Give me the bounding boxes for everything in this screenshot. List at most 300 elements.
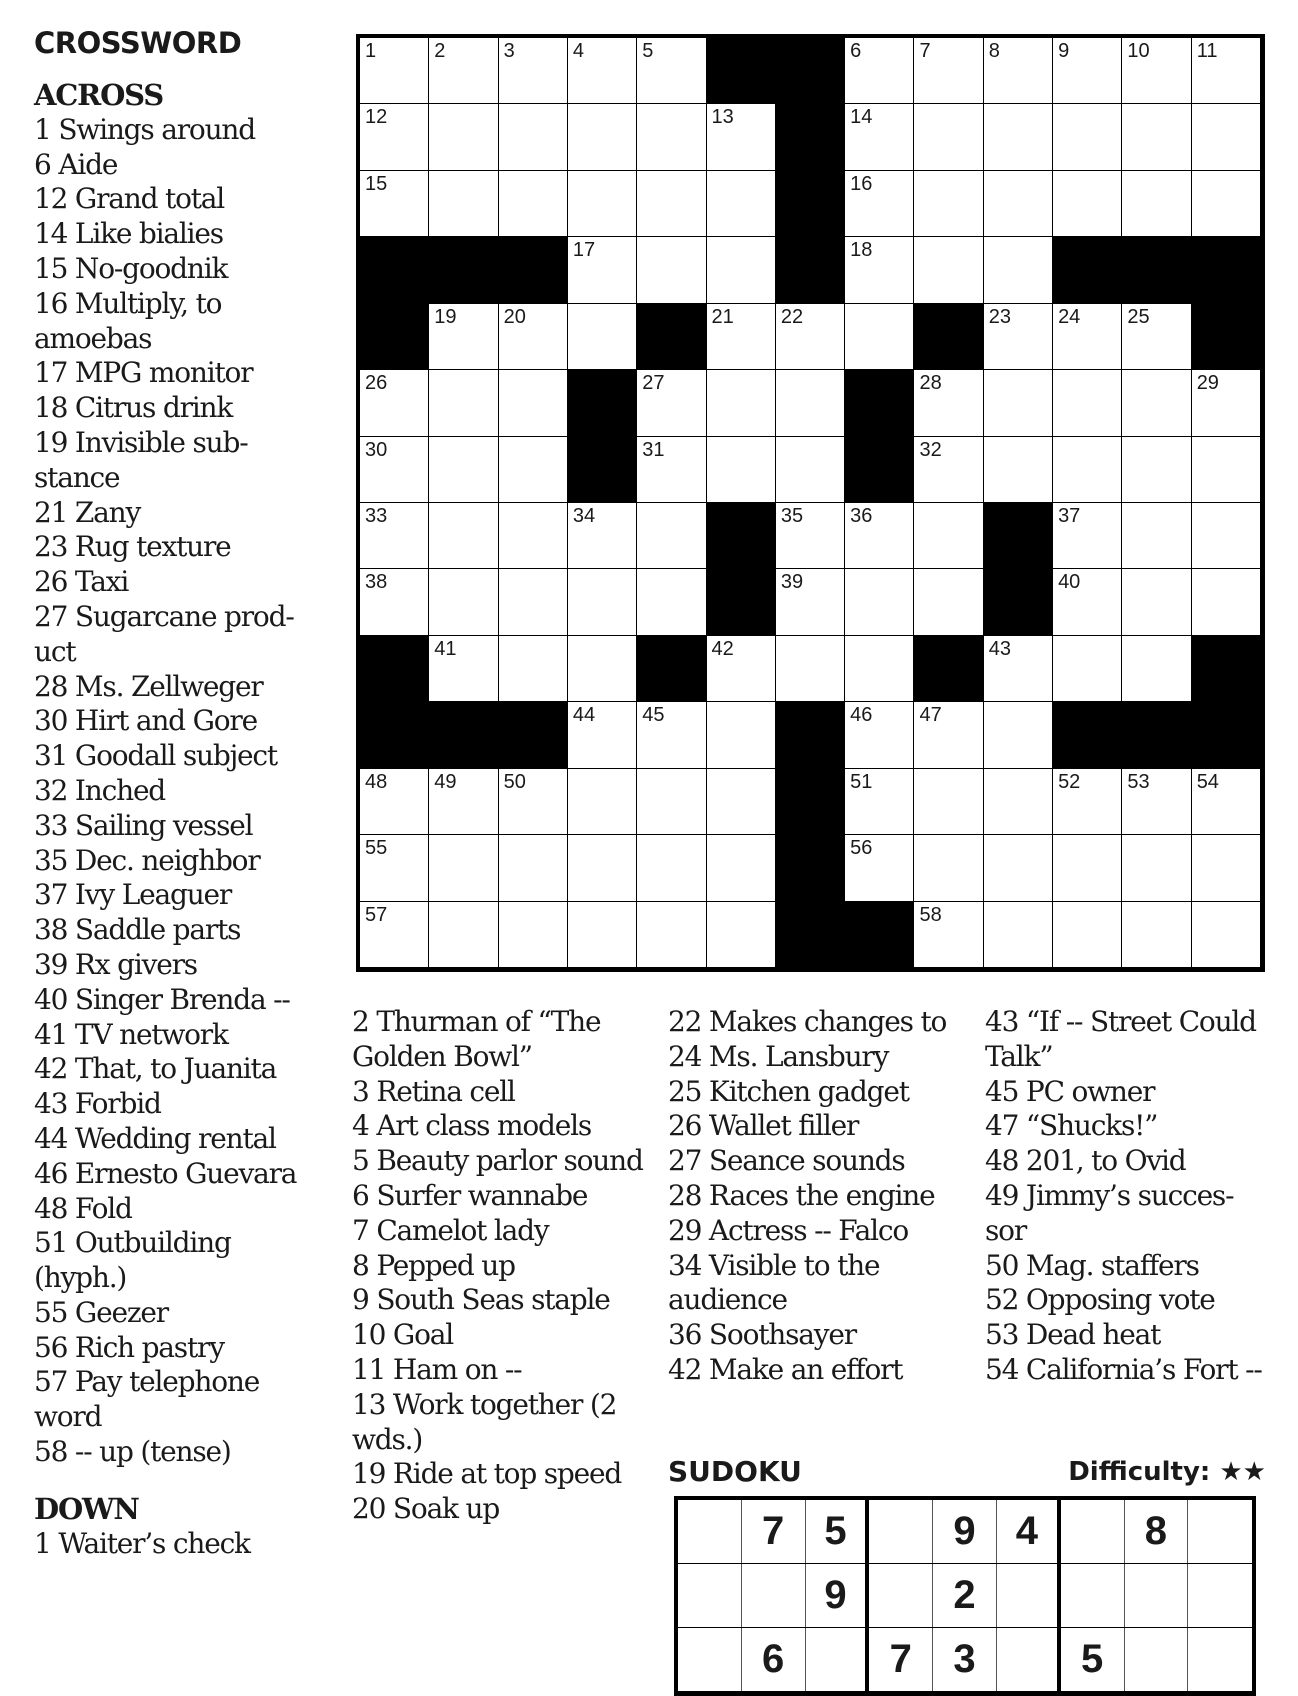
clue: 29 Actress -- Falco — [668, 1213, 909, 1247]
black-square — [360, 636, 429, 702]
clue-number: 38 — [365, 571, 388, 594]
grid-cell[interactable] — [360, 437, 429, 503]
grid-cell[interactable] — [568, 237, 637, 303]
grid-cell[interactable] — [707, 171, 776, 237]
sudoku-cell[interactable] — [869, 1564, 933, 1627]
grid-cell[interactable] — [568, 902, 637, 968]
clue-number: 39 — [780, 571, 804, 594]
grid-cell[interactable] — [1192, 902, 1261, 968]
clue-number: 35 — [780, 505, 804, 527]
grid-cell[interactable] — [499, 503, 568, 569]
grid-cell[interactable] — [707, 370, 776, 436]
grid-cell[interactable] — [360, 769, 429, 835]
clue: 39 Rx givers — [34, 947, 197, 981]
black-square — [429, 702, 498, 768]
grid-cell[interactable] — [1053, 437, 1122, 503]
clue: 16 Multiply, to amoebas — [34, 286, 222, 355]
clue: 37 Ivy Leaguer — [34, 878, 232, 912]
grid-cell[interactable] — [360, 503, 429, 569]
sudoku-row — [678, 1500, 1252, 1564]
clue-number: 20 — [503, 305, 526, 328]
grid-cell[interactable] — [1122, 503, 1191, 569]
grid-cell[interactable] — [914, 503, 983, 569]
grid-cell[interactable] — [360, 104, 429, 170]
clue-number: 50 — [503, 770, 526, 793]
clue-number: 55 — [365, 837, 388, 860]
black-square — [845, 437, 914, 503]
down-clue-list-4 — [985, 1005, 1265, 1388]
grid-cell[interactable] — [776, 304, 845, 370]
grid-cell[interactable] — [707, 104, 776, 170]
grid-cell[interactable] — [1053, 902, 1122, 968]
black-square — [984, 503, 1053, 569]
black-square — [914, 636, 983, 702]
sudoku-cell[interactable]: 6 — [742, 1628, 806, 1691]
sudoku-cell[interactable] — [678, 1564, 742, 1627]
grid-cell[interactable] — [499, 636, 568, 702]
grid-cell[interactable] — [499, 104, 568, 170]
clue: 19 Ride at top speed — [352, 1457, 622, 1491]
black-square — [984, 569, 1053, 635]
grid-cell[interactable] — [845, 104, 914, 170]
clue: 43 Forbid — [34, 1087, 161, 1121]
grid-cell[interactable] — [776, 437, 845, 503]
grid-cell[interactable] — [499, 902, 568, 968]
grid-cell[interactable] — [984, 437, 1053, 503]
clue: 57 Pay telephone word — [34, 1365, 260, 1434]
grid-cell[interactable] — [1192, 769, 1261, 835]
grid-cell[interactable] — [845, 835, 914, 901]
grid-cell[interactable] — [1192, 835, 1261, 901]
grid-cell[interactable] — [984, 636, 1053, 702]
clue: 27 Sugarcane prod-uct — [34, 599, 294, 668]
grid-cell[interactable] — [1122, 171, 1191, 237]
sudoku-cell[interactable]: 9 — [806, 1564, 870, 1627]
clue: 40 Singer Brenda -- — [34, 982, 290, 1016]
clue: 18 Citrus drink — [34, 391, 233, 425]
clue-number: 58 — [919, 903, 942, 926]
clue-number: 10 — [1127, 40, 1150, 62]
sudoku-cell[interactable]: 7 — [869, 1628, 933, 1691]
clue-number: 7 — [919, 40, 931, 62]
clue: 5 Beauty parlor sound — [352, 1144, 643, 1178]
clue-number: 45 — [642, 704, 665, 727]
grid-cell[interactable] — [914, 171, 983, 237]
clue: 30 Hirt and Gore — [34, 704, 257, 738]
clue: 15 No-goodnik — [34, 251, 228, 285]
clue-number: 30 — [365, 438, 388, 461]
black-square — [568, 437, 637, 503]
sudoku-cell[interactable]: 9 — [933, 1500, 997, 1563]
grid-cell[interactable] — [984, 237, 1053, 303]
sudoku-cell[interactable]: 5 — [806, 1500, 870, 1563]
grid-cell[interactable] — [499, 304, 568, 370]
clue: 55 Geezer — [34, 1295, 168, 1329]
grid-cell[interactable] — [707, 835, 776, 901]
black-square — [776, 104, 845, 170]
black-square — [707, 503, 776, 569]
clue-number: 15 — [365, 172, 388, 195]
black-square — [1122, 702, 1191, 768]
grid-cell[interactable] — [984, 38, 1053, 104]
black-square — [776, 902, 845, 968]
clue-number: 12 — [365, 106, 388, 129]
clue-number: 28 — [919, 372, 942, 395]
clue-number: 17 — [572, 239, 596, 262]
grid-cell[interactable] — [568, 702, 637, 768]
black-square — [637, 304, 706, 370]
grid-cell[interactable] — [776, 636, 845, 702]
clue-number: 49 — [434, 770, 457, 793]
grid-cell[interactable] — [637, 702, 706, 768]
grid-cell[interactable] — [429, 38, 498, 104]
sudoku-cell[interactable] — [1188, 1500, 1252, 1563]
sudoku-cell[interactable]: 3 — [933, 1628, 997, 1691]
grid-cell[interactable] — [1122, 769, 1191, 835]
clue-number: 23 — [988, 305, 1012, 328]
clue: 22 Makes changes to — [668, 1005, 947, 1038]
black-square — [429, 237, 498, 303]
clue-number: 41 — [434, 637, 457, 660]
grid-cell[interactable] — [568, 636, 637, 702]
grid-cell[interactable] — [429, 569, 498, 635]
sudoku-cell[interactable] — [742, 1564, 806, 1627]
grid-cell[interactable] — [984, 702, 1053, 768]
grid-cell[interactable] — [914, 769, 983, 835]
grid-cell[interactable] — [707, 237, 776, 303]
grid-cell[interactable] — [637, 437, 706, 503]
grid-cell[interactable] — [568, 769, 637, 835]
grid-cell[interactable] — [707, 769, 776, 835]
grid-cell[interactable] — [360, 171, 429, 237]
grid-cell[interactable] — [707, 304, 776, 370]
black-square — [499, 702, 568, 768]
grid-cell[interactable] — [914, 569, 983, 635]
clue-number: 36 — [850, 505, 873, 527]
grid-cell[interactable] — [1192, 437, 1261, 503]
grid-cell[interactable] — [637, 902, 706, 968]
grid-cell[interactable] — [429, 171, 498, 237]
grid-cell[interactable] — [845, 38, 914, 104]
grid-cell[interactable] — [776, 569, 845, 635]
grid-cell[interactable] — [845, 636, 914, 702]
clue: 44 Wedding rental — [34, 1121, 276, 1155]
sudoku-cell[interactable] — [997, 1564, 1061, 1627]
grid-cell[interactable] — [499, 569, 568, 635]
sudoku-cell[interactable] — [1188, 1564, 1252, 1627]
grid-cell[interactable] — [984, 104, 1053, 170]
grid-cell[interactable] — [1192, 171, 1261, 237]
black-square — [707, 38, 776, 104]
grid-cell[interactable] — [637, 769, 706, 835]
clue-number: 40 — [1058, 571, 1081, 594]
grid-cell[interactable] — [637, 835, 706, 901]
black-square — [360, 304, 429, 370]
clue-number: 44 — [572, 704, 596, 727]
clue-number: 18 — [850, 239, 873, 262]
clue: 19 Invisible sub-stance — [34, 425, 248, 494]
clue-number: 57 — [365, 903, 388, 926]
grid-cell[interactable] — [1192, 104, 1261, 170]
grid-cell[interactable] — [984, 370, 1053, 436]
grid-cell[interactable] — [1122, 104, 1191, 170]
clue: 47 “Shucks!” — [985, 1109, 1158, 1143]
clue: 54 California’s Fort -- — [985, 1352, 1262, 1386]
grid-cell[interactable] — [429, 835, 498, 901]
black-square — [1053, 237, 1122, 303]
sudoku-difficulty: Difficulty: ★★ — [1068, 1457, 1266, 1487]
grid-cell[interactable] — [984, 902, 1053, 968]
grid-cell[interactable] — [1053, 370, 1122, 436]
black-square — [776, 38, 845, 104]
grid-cell[interactable] — [1122, 569, 1191, 635]
clue: 27 Seance sounds — [668, 1144, 905, 1178]
black-square — [1122, 237, 1191, 303]
grid-cell[interactable] — [845, 569, 914, 635]
black-square — [1192, 304, 1261, 370]
clue: 32 Inched — [34, 773, 166, 807]
clue-number: 22 — [780, 305, 804, 328]
sudoku-cell[interactable] — [1061, 1500, 1125, 1563]
grid-cell[interactable] — [707, 702, 776, 768]
grid-cell[interactable] — [845, 171, 914, 237]
grid-cell[interactable] — [429, 304, 498, 370]
across-clue-list — [34, 113, 324, 1470]
grid-cell[interactable] — [1122, 370, 1191, 436]
grid-cell[interactable] — [707, 636, 776, 702]
grid-cell[interactable] — [914, 38, 983, 104]
sudoku-cell[interactable] — [1061, 1564, 1125, 1627]
black-square — [776, 237, 845, 303]
grid-cell[interactable] — [637, 569, 706, 635]
clue: 33 Sailing vessel — [34, 808, 253, 842]
clue: 25 Kitchen gadget — [668, 1074, 909, 1108]
down-clue-list-3 — [668, 1005, 968, 1388]
clue: 53 Dead heat — [985, 1318, 1161, 1352]
sudoku-cell[interactable]: 2 — [933, 1564, 997, 1627]
clue-number: 47 — [919, 704, 942, 727]
grid-cell[interactable] — [1192, 503, 1261, 569]
down-clue-list-1 — [34, 1527, 324, 1562]
grid-cell[interactable] — [499, 171, 568, 237]
across-heading: ACROSS — [34, 78, 163, 112]
clue-number: 1 — [365, 40, 377, 62]
grid-cell[interactable] — [707, 437, 776, 503]
grid-cell[interactable] — [499, 835, 568, 901]
black-square — [845, 902, 914, 968]
grid-cell[interactable] — [845, 769, 914, 835]
grid-cell[interactable] — [568, 171, 637, 237]
grid-cell[interactable] — [1122, 437, 1191, 503]
clue: 6 Surfer wannabe — [352, 1178, 588, 1212]
grid-cell[interactable] — [707, 902, 776, 968]
grid-cell[interactable] — [845, 702, 914, 768]
clue: 56 Rich pastry — [34, 1330, 224, 1364]
clue: 28 Ms. Zellweger — [34, 669, 263, 703]
grid-cell[interactable] — [568, 38, 637, 104]
black-square — [707, 569, 776, 635]
grid-cell[interactable] — [1053, 171, 1122, 237]
grid-cell[interactable] — [845, 304, 914, 370]
clue-number: 34 — [572, 505, 596, 527]
grid-cell[interactable] — [429, 437, 498, 503]
black-square — [776, 702, 845, 768]
grid-cell[interactable] — [568, 503, 637, 569]
clue: 12 Grand total — [34, 182, 225, 216]
clue-number: 54 — [1196, 770, 1219, 793]
grid-cell[interactable] — [637, 171, 706, 237]
clue-number: 16 — [850, 172, 873, 195]
sudoku-cell[interactable]: 4 — [997, 1500, 1061, 1563]
grid-cell[interactable] — [1122, 304, 1191, 370]
clue-number: 24 — [1058, 305, 1081, 328]
clue-number: 8 — [988, 40, 1000, 62]
grid-cell[interactable] — [429, 370, 498, 436]
grid-cell[interactable] — [499, 769, 568, 835]
grid-cell[interactable] — [914, 835, 983, 901]
grid-cell[interactable] — [1053, 769, 1122, 835]
grid-cell[interactable] — [360, 902, 429, 968]
grid-cell[interactable] — [568, 104, 637, 170]
clue: 41 TV network — [34, 1017, 228, 1051]
grid-cell[interactable] — [429, 503, 498, 569]
clue-number: 29 — [1196, 372, 1219, 395]
grid-cell[interactable] — [1053, 835, 1122, 901]
clue-number: 2 — [434, 40, 446, 62]
clue: 1 Waiter’s check — [34, 1526, 250, 1560]
clue: 46 Ernesto Guevara — [34, 1156, 297, 1190]
clue: 52 Opposing vote — [985, 1283, 1215, 1317]
grid-cell[interactable] — [914, 370, 983, 436]
grid-cell[interactable] — [499, 38, 568, 104]
clue: 26 Taxi — [34, 565, 129, 599]
grid-cell[interactable] — [637, 503, 706, 569]
clue-number: 19 — [434, 305, 457, 328]
black-square — [1192, 702, 1261, 768]
grid-cell[interactable] — [429, 104, 498, 170]
grid-cell[interactable] — [1053, 304, 1122, 370]
clue-number: 42 — [711, 637, 734, 660]
sudoku-cell[interactable] — [678, 1500, 742, 1563]
clue: 4 Art class models — [352, 1109, 592, 1143]
clue: 38 Saddle parts — [34, 913, 241, 947]
clue: 9 South Seas staple — [352, 1283, 610, 1317]
clue-number: 21 — [711, 305, 734, 328]
grid-cell[interactable] — [568, 569, 637, 635]
grid-cell[interactable] — [845, 237, 914, 303]
clue-number: 5 — [642, 40, 654, 62]
grid-cell[interactable] — [984, 171, 1053, 237]
clue: 42 That, to Juanita — [34, 1052, 277, 1086]
grid-cell[interactable] — [429, 902, 498, 968]
grid-cell[interactable] — [429, 636, 498, 702]
clue: 26 Wallet filler — [668, 1109, 859, 1143]
sudoku-cell[interactable]: 8 — [1125, 1500, 1189, 1563]
grid-cell[interactable] — [914, 437, 983, 503]
grid-cell[interactable] — [984, 835, 1053, 901]
sudoku-cell[interactable] — [869, 1500, 933, 1563]
grid-cell[interactable] — [1053, 636, 1122, 702]
grid-cell[interactable] — [360, 569, 429, 635]
sudoku-title: SUDOKU — [668, 1455, 802, 1488]
clue: 34 Visible to the audience — [668, 1248, 880, 1317]
grid-cell[interactable] — [1053, 569, 1122, 635]
grid-cell[interactable] — [914, 902, 983, 968]
clue-number: 56 — [850, 837, 873, 860]
sudoku-cell[interactable]: 5 — [1061, 1628, 1125, 1691]
grid-cell[interactable] — [1053, 38, 1122, 104]
black-square — [360, 237, 429, 303]
black-square — [1053, 702, 1122, 768]
down-clue-list-2 — [352, 1005, 652, 1527]
grid-cell[interactable] — [914, 702, 983, 768]
clue-number: 14 — [850, 106, 873, 129]
clue: 24 Ms. Lansbury — [668, 1039, 889, 1073]
grid-cell[interactable] — [914, 237, 983, 303]
crossword-grid — [356, 34, 1265, 972]
grid-cell[interactable] — [637, 237, 706, 303]
grid-cell[interactable] — [637, 38, 706, 104]
grid-cell[interactable] — [637, 104, 706, 170]
clue: 43 “If -- Street Could Talk” — [985, 1005, 1256, 1073]
grid-cell[interactable] — [1192, 38, 1261, 104]
clue: 8 Pepped up — [352, 1248, 515, 1282]
black-square — [568, 370, 637, 436]
grid-cell[interactable] — [360, 370, 429, 436]
clue-number: 4 — [572, 40, 585, 62]
grid-cell[interactable] — [568, 835, 637, 901]
grid-cell[interactable] — [429, 769, 498, 835]
grid-cell[interactable] — [1053, 104, 1122, 170]
clue-number: 3 — [503, 40, 515, 62]
clue: 51 Outbuilding (hyph.) — [34, 1226, 231, 1295]
grid-cell[interactable] — [1053, 503, 1122, 569]
grid-cell[interactable] — [776, 370, 845, 436]
grid-cell[interactable] — [360, 835, 429, 901]
sudoku-cell[interactable] — [1125, 1564, 1189, 1627]
grid-cell[interactable] — [914, 104, 983, 170]
clue: 48 Fold — [34, 1191, 132, 1225]
clue: 35 Dec. neighbor — [34, 843, 260, 877]
grid-cell[interactable] — [845, 503, 914, 569]
grid-cell[interactable] — [776, 503, 845, 569]
clue-number: 48 — [365, 770, 388, 793]
grid-cell[interactable] — [499, 437, 568, 503]
clue: 1 Swings around — [34, 112, 255, 146]
black-square — [776, 171, 845, 237]
grid-cell[interactable] — [1122, 636, 1191, 702]
grid-cell[interactable] — [984, 304, 1053, 370]
clue: 7 Camelot lady — [352, 1213, 549, 1247]
clue-number: 32 — [919, 438, 942, 461]
clue: 6 Aide — [34, 147, 118, 181]
grid-cell[interactable] — [1192, 569, 1261, 635]
grid-cell[interactable] — [637, 370, 706, 436]
black-square — [776, 835, 845, 901]
clue-number: 25 — [1127, 305, 1150, 328]
sudoku-cell[interactable]: 7 — [742, 1500, 806, 1563]
grid-cell[interactable] — [568, 304, 637, 370]
clue-number: 31 — [642, 438, 665, 461]
grid-cell[interactable] — [499, 370, 568, 436]
grid-cell[interactable] — [1192, 370, 1261, 436]
grid-cell[interactable] — [1122, 38, 1191, 104]
grid-cell[interactable] — [984, 769, 1053, 835]
grid-cell[interactable] — [1122, 835, 1191, 901]
grid-cell[interactable] — [360, 38, 429, 104]
grid-cell[interactable] — [1122, 902, 1191, 968]
clue: 2 Thurman of “The Golden Bowl” — [352, 1005, 601, 1073]
